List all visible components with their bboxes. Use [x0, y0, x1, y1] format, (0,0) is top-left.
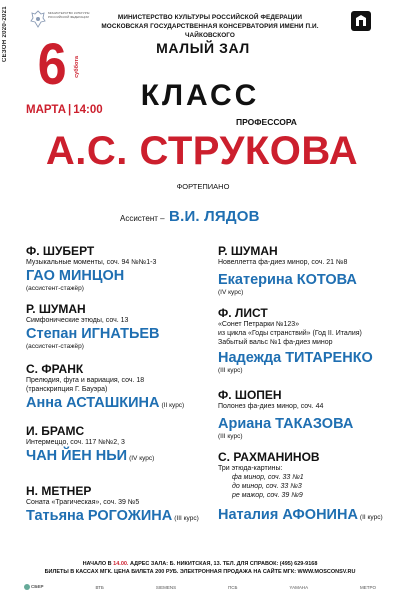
composer: С. РАХМАНИНОВ	[218, 450, 320, 464]
composer: Р. ШУМАН	[218, 244, 278, 258]
performer	[26, 394, 216, 415]
assistant-label: Ассистент –	[120, 214, 165, 223]
sponsor-logo: СБЕР	[24, 584, 44, 590]
professor-name: А.С. СТРУКОВА	[45, 129, 359, 173]
organizer-header	[94, 13, 326, 40]
performer-name: Анна АСТАШКИНА	[26, 395, 160, 411]
work-title: «Сонет Петрарки №123»	[218, 321, 300, 328]
work-title: до минор, соч. 33 №3	[232, 483, 302, 490]
composer: Ф. ШОПЕН	[218, 388, 282, 402]
program-item	[26, 302, 216, 351]
program-item	[26, 424, 216, 468]
program-item	[26, 362, 216, 415]
performer-course: (III курс)	[174, 515, 199, 522]
performer: ГАО МИНЦОН	[26, 268, 125, 284]
emblem-caption: МИНИСТЕРСТВО КУЛЬТУРЫ РОССИЙСКОЙ ФЕДЕРАЦИИ	[48, 11, 90, 19]
composer: С. ФРАНК	[26, 362, 84, 376]
performer	[218, 506, 400, 527]
composer: Ф. ШУБЕРТ	[26, 244, 95, 258]
sponsor-logo: ВТБ	[95, 584, 104, 590]
work-title: Новеллетта фа-диез минор, соч. 21 №8	[218, 259, 348, 266]
work-title: ре мажор, соч. 39 №9	[232, 492, 303, 499]
performer-name: Наталия АФОНИНА	[218, 507, 358, 523]
date-separator: |	[68, 104, 72, 116]
date-weekday: суббота	[74, 56, 80, 78]
performer: Надежда ТИТАРЕНКО	[218, 350, 373, 366]
work-title: Соната «Трагическая», соч. 39 №5	[26, 499, 140, 506]
performer: Степан ИГНАТЬЕВ	[26, 326, 160, 342]
instrument: ФОРТЕПИАНО	[176, 182, 230, 191]
sponsor-logo: ПСБ	[228, 584, 238, 590]
sber-icon	[24, 584, 30, 590]
performer	[26, 447, 216, 468]
date-month-time	[26, 104, 103, 116]
assistant-name: В.И. ЛЯДОВ	[169, 208, 260, 225]
composer: Н. МЕТНЕР	[26, 484, 92, 498]
work-title: Три этюда-картины:	[218, 465, 283, 472]
conservatory-logo-icon	[350, 10, 372, 32]
composer: Р. ШУМАН	[26, 302, 86, 316]
work-title: фа минор, соч. 33 №1	[232, 474, 304, 481]
hall-name: МАЛЫЙ ЗАЛ	[156, 40, 250, 56]
performer	[26, 507, 216, 528]
performer-course: (II курс)	[359, 514, 383, 521]
work-title: Симфонические этюды, соч. 13	[26, 317, 129, 324]
program-item	[26, 484, 216, 528]
work-title: (транскрипция Г. Бауэра)	[26, 386, 108, 393]
sponsor-logos	[24, 584, 376, 590]
date-month: МАРТА	[26, 104, 67, 116]
performer-course: (IV курс)	[129, 455, 155, 462]
program-item	[218, 306, 400, 375]
performer: Ариана ТАКАЗОВА	[218, 416, 354, 432]
work-title: Прелюдия, фуга и вариация, соч. 18	[26, 377, 145, 384]
date-day: 6	[37, 32, 67, 97]
sponsor-logo: SIEMENS	[155, 584, 177, 590]
ministry-emblem-icon	[30, 10, 46, 28]
ministry-line: МИНИСТЕРСТВО КУЛЬТУРЫ РОССИЙСКОЙ ФЕДЕРАЦИИ	[117, 14, 303, 21]
performer-note: (III курс)	[218, 367, 243, 374]
performer-note: (ассистент-стажёр)	[26, 285, 84, 292]
composer: Ф. ЛИСТ	[218, 306, 268, 320]
conservatory-line: МОСКОВСКАЯ ГОСУДАРСТВЕННАЯ КОНСЕРВАТОРИЯ ИМЕНИ П.И. ЧАЙКОВСКОГО	[101, 23, 319, 39]
performer-name: ЧАН ЙЕН НЬИ	[26, 448, 128, 464]
program-item	[218, 450, 400, 527]
professor-label: ПРОФЕССОРА	[236, 117, 297, 127]
performer-note: (III курс)	[218, 433, 243, 440]
footer-info	[30, 560, 370, 576]
footer-line-2: БИЛЕТЫ В КАССАХ МГК. ЦЕНА БИЛЕТА 200 РУБ. ЭЛЕКТРОННАЯ ПРОДАЖА НА САЙТЕ МГК: WWW.MOSCONSV.RU	[44, 569, 356, 575]
program-item	[218, 244, 400, 297]
composer: И. БРАМС	[26, 424, 85, 438]
address-phone: АДРЕС ЗАЛА: Б. НИКИТСКАЯ, 13. ТЕЛ. ДЛЯ СПРАВОК: (495) 629-9168	[130, 561, 318, 567]
concert-title: КЛАСС	[140, 79, 260, 112]
performer-note: (ассистент-стажёр)	[26, 343, 84, 350]
program-item	[26, 244, 216, 293]
start-label: НАЧАЛО В	[82, 561, 112, 567]
start-time: 14.00.	[113, 561, 129, 567]
assistant	[120, 208, 300, 226]
work-title: Полонез фа-диез минор, соч. 44	[218, 403, 324, 410]
performer: Екатерина КОТОВА	[218, 272, 357, 288]
footer-line-1	[30, 560, 370, 568]
work-title: Интермеццо, соч. 117 №№2, 3	[26, 439, 125, 446]
work-title: Забытый вальс №1 фа-диез минор	[218, 339, 333, 346]
sponsor-logo: МЕТРО	[360, 584, 376, 590]
date-time: 14:00	[73, 104, 103, 116]
performer-name: Татьяна РОГОЖИНА	[26, 508, 173, 524]
program-item	[218, 388, 400, 441]
performer-course: (II курс)	[161, 402, 185, 409]
sponsor-logo: YAMAHA	[289, 584, 309, 590]
work-title: из цикла «Годы странствий» (Год II. Италия)	[218, 330, 362, 337]
performer-note: (IV курс)	[218, 289, 244, 296]
season-label: СЕЗОН 2020-2021	[2, 6, 8, 62]
work-title: Музыкальные моменты, соч. 94 №№1-3	[26, 259, 157, 266]
